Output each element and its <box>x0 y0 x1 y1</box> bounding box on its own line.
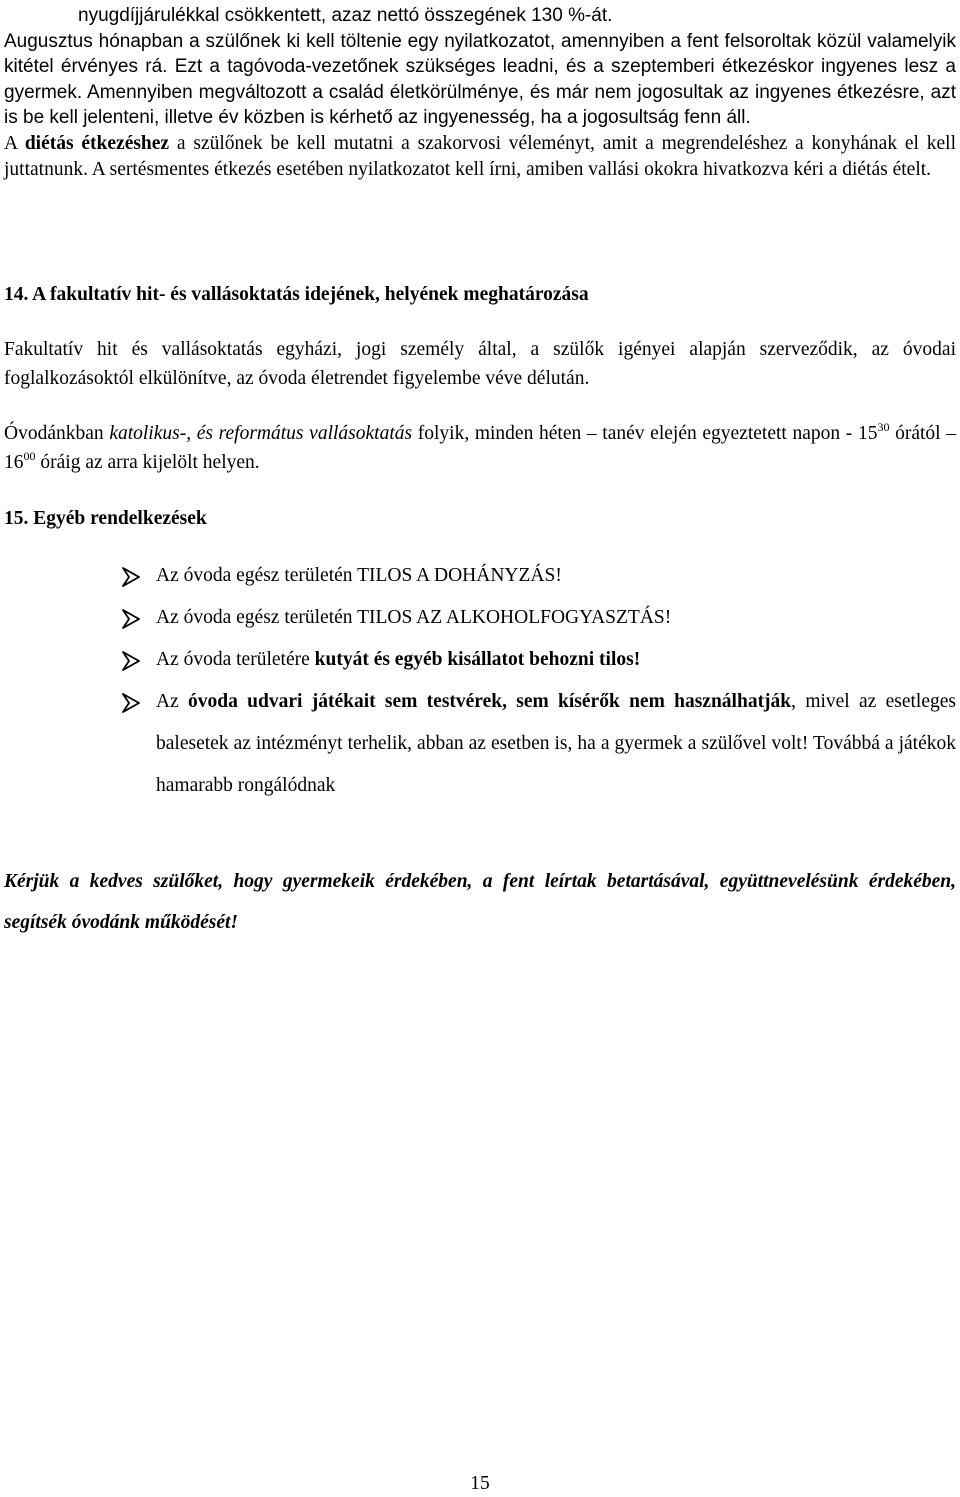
section-14-paragraph-1: Fakultatív hit és vallásoktatás egyházi, jogi személy által, a szülők igényei alapján szerveződik, az óvodai foglalkozásoktól elkülönítve, az óvoda életrendet figyelembe véve délután. <box>4 339 956 389</box>
closing-wrap <box>4 861 956 943</box>
rule-item: Az óvoda területére kutyát és egyéb kisállatot behozni tilos! <box>4 646 956 674</box>
arrowhead-icon <box>121 651 141 671</box>
diet-emphasis: diétás étkezéshez <box>24 132 170 154</box>
rules-list <box>4 562 956 807</box>
rules-list-wrap <box>4 562 956 807</box>
section-14-para-2-wrap <box>4 420 956 477</box>
intro-paragraph-1: Augusztus hónapban a szülőnek ki kell töltenie egy nyilatkozatot, amennyiben a fent felsoroltak közül valamelyik kitétel érvényes rá. Ezt a tagóvoda-vezetőnek szükséges leadni, és a szeptemberi étkezéskor ingyenes lesz a gyermek. Amennyiben megváltozott a család életkörülménye, és már nem jogosultak az ingyenes étkezésre, azt is be kell jelenteni, illetve év közben is kérhető az ingyenesség, ha a jogosultság fenn áll. <box>4 30 956 129</box>
intro-block <box>4 3 956 182</box>
section-14-heading: 14. A fakultatív hit- és vallásoktatás idejének, helyének meghatározása <box>4 284 589 305</box>
closing-note: Kérjük a kedves szülőket, hogy gyermekeik érdekében, a fent leírtak betartásával, együttnevelésünk érdekében, segítsék óvodánk működését! <box>4 871 956 933</box>
section-14-paragraph-2: Óvodánkban katolikus-, és református vallásoktatás folyik, minden héten – tanév elején egyeztetett napon - $15^{30}$ órától – $16^{00}$ óráig az arra kijelölt helyen. <box>4 420 957 473</box>
section-15 <box>4 506 956 532</box>
intro-paragraph-2: A diétás étkezéshez a szülőnek be kell mutatni a szakorvosi véleményt, amit a megrendeléshez a konyhának el kell juttatnunk. A sertésmentes étkezés esetében nyilatkozatot kell írni, amiben vallási okokra hivatkozva kéri a diétás ételt. <box>4 132 957 180</box>
page-number: 15 <box>470 1473 490 1494</box>
rule-item: Az óvoda udvari játékait sem testvérek, sem kísérők nem használhatják, mivel az esetleges balesetek az intézményt terhelik, abban az esetben is, ha a gyermek a szülővel volt! Továbbá a játékok hamarabb rongálódnak <box>4 681 956 807</box>
section-14-para-1-wrap <box>4 336 956 393</box>
time-sup-1: 30 <box>877 420 890 434</box>
time-sup-2: 00 <box>23 448 36 463</box>
religion-emphasis: katolikus-, és református vallásoktatás <box>109 423 413 444</box>
section-14 <box>4 282 956 308</box>
intro-line: nyugdíjjárulékkal csökkentett, azaz nettó összegének 130 %-át. <box>78 5 613 26</box>
arrowhead-icon <box>121 693 141 713</box>
arrowhead-icon <box>121 567 141 587</box>
rule-item: Az óvoda egész területén TILOS AZ ALKOHOLFOGYASZTÁS! <box>4 604 956 632</box>
arrowhead-icon <box>121 609 141 629</box>
rule-item: Az óvoda egész területén TILOS A DOHÁNYZÁS! <box>4 562 956 590</box>
section-15-heading: 15. Egyéb rendelkezések <box>4 508 207 529</box>
